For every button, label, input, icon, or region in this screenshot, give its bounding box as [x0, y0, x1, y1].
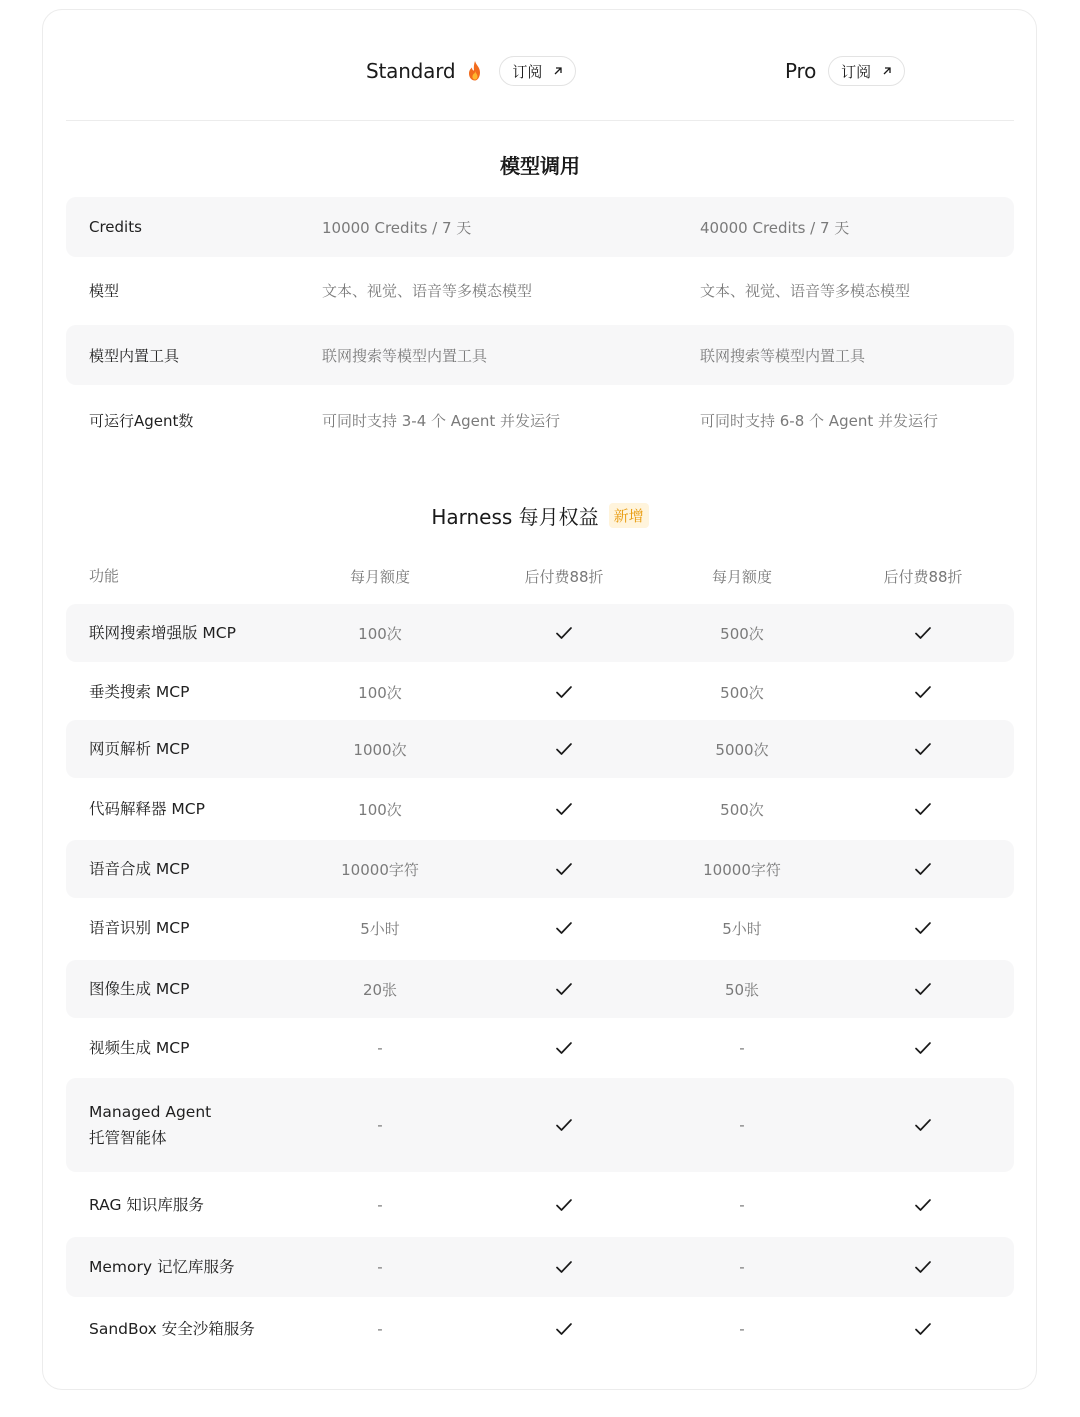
model-row: [66, 325, 1014, 385]
harness-title-text: Harness 每月权益: [431, 505, 599, 529]
std-postpaid-check-icon: [504, 720, 624, 778]
feature-name: 垂类搜索 MCP: [89, 683, 190, 701]
harness-feature-label: [89, 899, 189, 957]
std-quota: -: [377, 1116, 383, 1134]
pro-quota: -: [739, 1039, 745, 1057]
column-header-pro-quota: 每月额度: [711, 567, 772, 586]
pro-quota: 500次: [720, 624, 764, 643]
feature-name: Memory 记忆库服务: [89, 1258, 235, 1276]
external-arrow-icon: [552, 65, 564, 77]
pro-subscribe-button[interactable]: [828, 56, 905, 86]
pro-quota: 10000字符: [703, 860, 781, 879]
pro-quota: -: [739, 1116, 745, 1134]
pro-postpaid-check-icon: [863, 840, 983, 898]
std-postpaid-check-icon: [504, 663, 624, 721]
harness-feature-label: [89, 960, 189, 1018]
pro-postpaid-check-icon: [863, 1237, 983, 1297]
harness-feature-label: [89, 840, 189, 898]
harness-feature-label: [89, 604, 236, 662]
feature-name: 联网搜索增强版 MCP: [89, 624, 236, 642]
pro-value: 联网搜索等模型内置工具: [700, 346, 866, 365]
header-divider: [66, 120, 1014, 121]
harness-row: [66, 1176, 1014, 1234]
column-header-pro-postpaid: 后付费88折: [883, 567, 963, 586]
std-quota: -: [377, 1039, 383, 1057]
feature-name-secondary: 托管智能体: [89, 1129, 167, 1147]
std-quota: 100次: [358, 800, 402, 819]
fire-icon: [465, 60, 485, 82]
std-quota: -: [377, 1196, 383, 1214]
harness-feature-label: [89, 1019, 189, 1077]
standard-value: 文本、视觉、语音等多模态模型: [322, 281, 533, 300]
std-quota: 10000字符: [341, 860, 419, 879]
harness-row: [66, 604, 1014, 662]
standard-value: 联网搜索等模型内置工具: [322, 346, 488, 365]
std-postpaid-check-icon: [504, 840, 624, 898]
std-quota: 100次: [358, 624, 402, 643]
pro-quota: 5000次: [715, 740, 769, 759]
harness-feature-label: [89, 720, 189, 778]
model-section-title: 模型调用: [500, 154, 580, 178]
std-postpaid-check-icon: [504, 1176, 624, 1234]
standard-value: 10000 Credits / 7 天: [322, 218, 472, 237]
standard-subscribe-button[interactable]: [499, 56, 576, 86]
harness-feature-label: [89, 1176, 204, 1234]
harness-feature-label: [89, 780, 205, 838]
feature-name: 网页解析 MCP: [89, 740, 190, 758]
subscribe-label: 订阅: [512, 62, 543, 81]
row-label: 可运行Agent数: [89, 411, 194, 430]
harness-feature-label: [89, 663, 189, 721]
pro-postpaid-check-icon: [863, 960, 983, 1018]
row-label: Credits: [89, 218, 142, 236]
std-quota: 100次: [358, 683, 402, 702]
plan-pro-name: Pro: [785, 59, 817, 83]
feature-name: 语音识别 MCP: [89, 919, 190, 937]
harness-row: [66, 960, 1014, 1018]
new-badge: 新增: [609, 503, 649, 528]
std-postpaid-check-icon: [504, 604, 624, 662]
model-row: [66, 390, 1014, 450]
standard-value: 可同时支持 3-4 个 Agent 并发运行: [322, 411, 560, 430]
plan-standard-header: [366, 55, 576, 87]
harness-row: [66, 1237, 1014, 1297]
harness-row: [66, 899, 1014, 957]
plan-pro-header: [785, 55, 905, 87]
pro-postpaid-check-icon: [863, 1019, 983, 1077]
pro-quota: 5小时: [722, 919, 762, 938]
pro-postpaid-check-icon: [863, 899, 983, 957]
column-header-std-postpaid: 后付费88折: [524, 567, 604, 586]
std-postpaid-check-icon: [504, 1237, 624, 1297]
pro-postpaid-check-icon: [863, 720, 983, 778]
pro-postpaid-check-icon: [863, 604, 983, 662]
harness-section-title: [0, 501, 1080, 530]
pro-postpaid-check-icon: [863, 663, 983, 721]
harness-row: [66, 1300, 1014, 1358]
pro-quota: 50张: [724, 980, 760, 999]
pro-quota: -: [739, 1196, 745, 1214]
pro-postpaid-check-icon: [863, 780, 983, 838]
feature-name: 图像生成 MCP: [89, 980, 190, 998]
harness-row: [66, 780, 1014, 838]
pro-quota: -: [739, 1258, 745, 1276]
pro-value: 40000 Credits / 7 天: [700, 218, 850, 237]
feature-name: 视频生成 MCP: [89, 1039, 190, 1057]
harness-row: [66, 663, 1014, 721]
std-postpaid-check-icon: [504, 780, 624, 838]
model-row: [66, 197, 1014, 257]
std-quota: -: [377, 1258, 383, 1276]
feature-name: 代码解释器 MCP: [89, 800, 205, 818]
pro-value: 可同时支持 6-8 个 Agent 并发运行: [700, 411, 938, 430]
std-quota: -: [377, 1320, 383, 1338]
feature-name: Managed Agent: [89, 1103, 212, 1121]
feature-name: SandBox 安全沙箱服务: [89, 1320, 255, 1338]
column-header-std-quota: 每月额度: [349, 567, 410, 586]
std-postpaid-check-icon: [504, 1300, 624, 1358]
harness-row: [66, 840, 1014, 898]
pro-value: 文本、视觉、语音等多模态模型: [700, 281, 911, 300]
pro-quota: 500次: [720, 683, 764, 702]
row-label: 模型内置工具: [89, 346, 180, 365]
std-postpaid-check-icon: [504, 1019, 624, 1077]
harness-feature-label: [89, 1078, 211, 1172]
plan-standard-name: Standard: [366, 59, 456, 83]
pro-postpaid-check-icon: [863, 1078, 983, 1172]
harness-feature-label: [89, 1237, 234, 1297]
harness-row: [66, 1019, 1014, 1077]
harness-row: [66, 1078, 1014, 1172]
pro-postpaid-check-icon: [863, 1300, 983, 1358]
pro-quota: 500次: [720, 800, 764, 819]
row-label: 模型: [89, 281, 120, 300]
harness-feature-label: [89, 1300, 255, 1358]
std-postpaid-check-icon: [504, 1078, 624, 1172]
std-postpaid-check-icon: [504, 899, 624, 957]
harness-header-row: [66, 548, 1014, 604]
pro-quota: -: [739, 1320, 745, 1338]
std-quota: 1000次: [353, 740, 407, 759]
pro-postpaid-check-icon: [863, 1176, 983, 1234]
feature-name: 语音合成 MCP: [89, 860, 190, 878]
harness-row: [66, 720, 1014, 778]
external-arrow-icon: [881, 65, 893, 77]
column-header-feature: 功能: [89, 567, 120, 585]
subscribe-label: 订阅: [841, 62, 872, 81]
std-quota: 5小时: [360, 919, 400, 938]
std-quota: 20张: [362, 980, 398, 999]
std-postpaid-check-icon: [504, 960, 624, 1018]
model-row: [66, 260, 1014, 320]
feature-name: RAG 知识库服务: [89, 1196, 204, 1214]
